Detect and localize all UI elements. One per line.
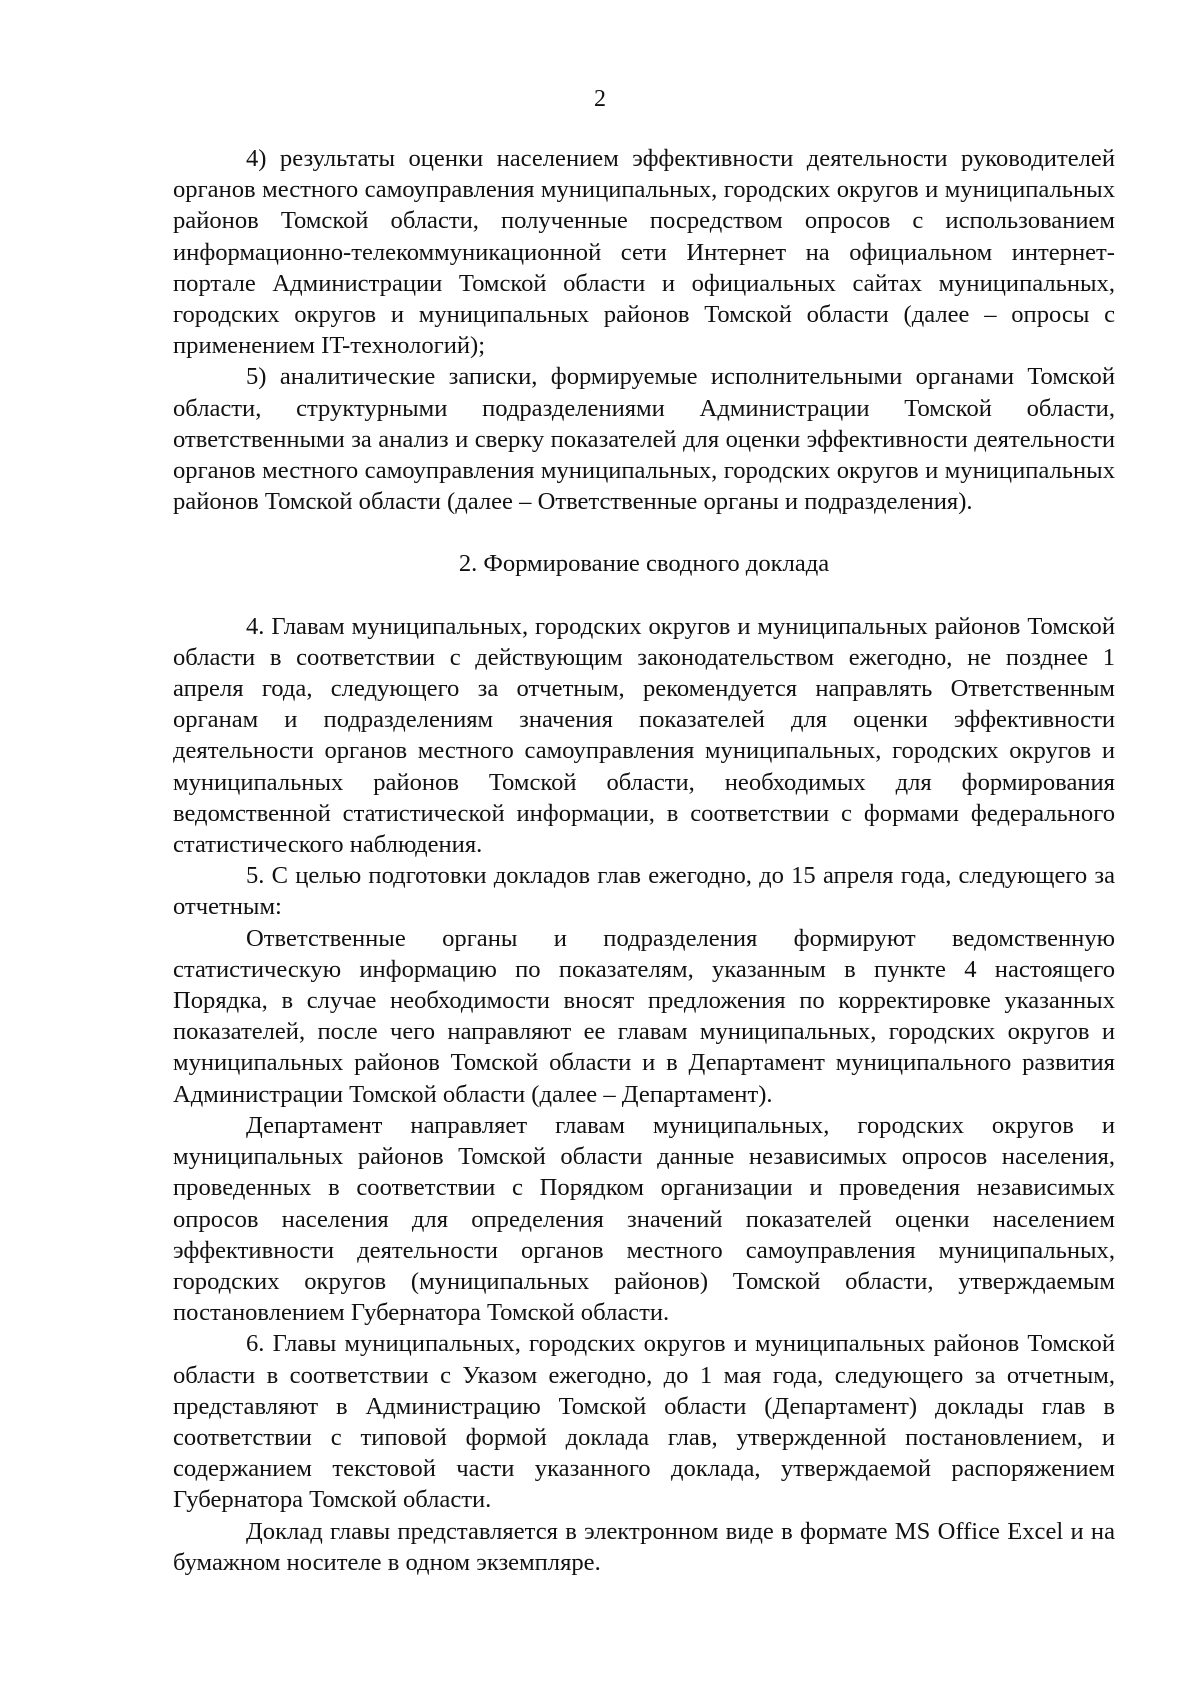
- section-heading: 2. Формирование сводного доклада: [458, 550, 830, 578]
- paragraph-clause-5: 5. С целью подготовки докладов глав ежегодно, до 15 апреля года, следующего за отчетным:: [173, 862, 1115, 921]
- paragraph-responsible-bodies: Ответственные органы и подразделения формируют ведомственную статистическую информацию по показателям, указанным в пункте 4 настоящего Порядка, в случае необходимости вносят предложения по корректировке указанных показателей, после чего направляют ее главам муниципальных, городских округов и муниципальных районов Томской области и в Департамент муниципального развития Администрации Томской области (далее – Департамент).: [173, 924, 1115, 1108]
- paragraph-item-5-analytical-notes: 5) аналитические записки, формируемые исполнительными органами Томской области, структурными подразделениями Администрации Томской области, ответственными за анализ и сверку показателей для оценки эффективности деятельности органов местного самоуправления муниципальных, городских округов и муниципальных районов Томской области (далее – Ответственные органы и подразделения).: [173, 363, 1115, 516]
- document-body: [173, 143, 1115, 1578]
- paragraph-item-4-survey-results: 4) результаты оценки населением эффективности деятельности руководителей органов местного самоуправления муниципальных, городских округов и муниципальных районов Томской области, полученные посредством опросов с использованием информационно-телекоммуникационной сети Интернет на официальном интернет-портале Администрации Томской области и официальных сайтах муниципальных, городских округов и муниципальных районов Томской области (далее – опросы с применением IT-технологий);: [173, 145, 1115, 360]
- paragraph-clause-6: 6. Главы муниципальных, городских округов и муниципальных районов Томской области в соответствии с Указом ежегодно, до 1 мая года, следующего за отчетным, представляют в Администрацию Томской области (Департамент) доклады глав в соответствии с типовой формой доклада глав, утвержденной постановлением, и содержанием текстовой части указанного доклада, утверждаемой распоряжением Губернатора Томской области.: [173, 1330, 1115, 1514]
- paragraph-clause-4: 4. Главам муниципальных, городских округов и муниципальных районов Томской области в соответствии с действующим законодательством ежегодно, не позднее 1 апреля года, следующего за отчетным, рекомендуется направлять Ответственным органам и подразделениям значения показателей для оценки эффективности деятельности органов местного самоуправления муниципальных, городских округов и муниципальных районов Томской области, необходимых для формирования ведомственной статистической информации, в соответствии с формами федерального статистического наблюдения.: [173, 612, 1115, 859]
- paragraph-report-format: Доклад главы представляется в электронном виде в формате MS Office Excel и на бумажном носителе в одном экземпляре.: [173, 1517, 1115, 1576]
- page-number: 2: [594, 86, 606, 112]
- paragraph-department: Департамент направляет главам муниципальных, городских округов и муниципальных районов Томской области данные независимых опросов населения, проведенных в соответствии с Порядком организации и проведения независимых опросов населения для определения значений показателей оценки населением эффективности деятельности органов местного самоуправления муниципальных, городских округов (муниципальных районов) Томской области, утверждаемым постановлением Губернатора Томской области.: [173, 1111, 1115, 1327]
